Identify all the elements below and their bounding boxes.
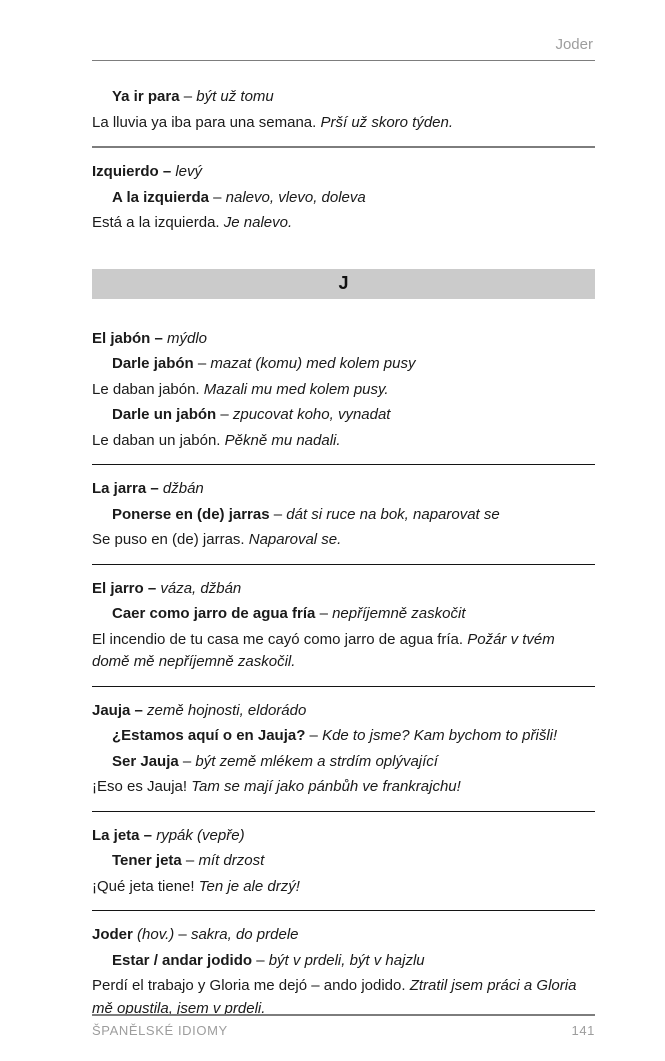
example-line (92, 876, 595, 899)
dictionary-entry (92, 812, 595, 912)
headword-line (92, 161, 595, 184)
text-segment: ¿Estamos aquí o en Jauja? (112, 727, 306, 744)
running-title: Joder (555, 36, 593, 53)
text-segment: Le daban un jabón. (92, 431, 225, 449)
text-segment: být v prdeli, být v hajzlu (268, 951, 425, 969)
dictionary-entry (92, 465, 595, 565)
section-banner-label: J (338, 273, 349, 293)
text-segment: džbán (162, 480, 204, 497)
headword-line (92, 924, 595, 947)
example-line (92, 379, 595, 402)
text-segment: El jabón – (92, 329, 168, 347)
text-segment: země hojnosti, eldorádo (147, 701, 307, 719)
example-line (92, 529, 595, 552)
text-segment: A la izquierda (112, 188, 209, 206)
text-segment: Se puso en (de) jarras. (92, 531, 249, 548)
example-line (92, 776, 595, 799)
text-segment: – (174, 926, 191, 943)
text-segment: Kde to jsme? Kam bychom to přišli! (322, 727, 558, 744)
subentry-line (92, 950, 595, 973)
text-segment: sakra, do prdele (190, 926, 299, 943)
headword-line (92, 578, 595, 601)
text-segment: Je nalevo. (223, 214, 293, 231)
subentry-line (92, 603, 595, 626)
book-title: ŠPANĚLSKÉ IDIOMY (92, 1023, 228, 1038)
text-segment: Mazali mu med kolem pusy. (203, 380, 389, 398)
text-segment: Le daban jabón. (92, 380, 204, 398)
subentry-line (92, 504, 595, 527)
text-segment: Ya ir para (112, 88, 180, 105)
text-segment: Estar / andar jodido (112, 951, 253, 969)
text-segment: Ztratil jsem práci a Gloria mě opustila, jsem v prdeli. (92, 977, 577, 1017)
text-segment: – (269, 505, 287, 523)
dictionary-entry (92, 565, 595, 687)
example-line (92, 212, 595, 235)
text-segment: nalevo, vlevo, doleva (225, 188, 366, 206)
text-segment: – (179, 88, 197, 105)
text-segment: Pěkně mu nadali. (224, 431, 341, 449)
text-segment: La jeta – (92, 826, 157, 844)
text-segment: – (178, 752, 196, 770)
headword-line (92, 328, 595, 351)
example-line (92, 112, 595, 135)
text-segment: Joder (92, 926, 138, 943)
subentry-line (92, 850, 595, 873)
headword-line (92, 700, 595, 723)
text-segment: Tam se mají jako pánbůh ve frankrajchu! (191, 778, 461, 795)
dictionary-entry (92, 148, 595, 247)
text-segment: Izquierdo – (92, 163, 176, 180)
dictionary-entry (92, 687, 595, 812)
page-footer (92, 1014, 595, 1039)
text-segment: El jarro – (92, 579, 161, 597)
text-segment: La jarra – (92, 480, 163, 497)
text-segment: ¡Qué jeta tiene! (92, 877, 199, 895)
text-segment: Caer como jarro de agua fría (112, 605, 316, 622)
text-segment: levý (175, 163, 203, 180)
subentry-line (92, 404, 595, 427)
section-banner (92, 269, 595, 299)
text-segment: (hov.) (137, 926, 175, 943)
headword-line (92, 478, 595, 501)
subentry-line (92, 353, 595, 376)
text-segment: Darle un jabón (112, 406, 217, 423)
text-segment: Požár v tvém domě mě nepříjemně zaskočil. (92, 630, 555, 670)
text-segment: La lluvia ya iba para una semana. (92, 113, 321, 131)
text-segment: mazat (komu) med kolem pusy (210, 355, 416, 372)
text-segment: zpucovat koho, vynadat (232, 406, 391, 423)
dictionary-entry (92, 315, 595, 466)
text-segment: mít drzost (198, 852, 265, 869)
text-segment: Ser Jauja (112, 752, 179, 770)
text-segment: Tener jeta (112, 852, 182, 869)
text-segment: být země mlékem a strdím oplývající (195, 752, 438, 770)
text-segment: Ponerse en (de) jarras (112, 505, 270, 523)
dictionary-entry (92, 61, 595, 148)
subentry-line (92, 751, 595, 774)
page-number: 141 (571, 1023, 595, 1038)
text-segment: – (216, 406, 233, 423)
example-line (92, 629, 595, 674)
subentry-line (92, 187, 595, 210)
text-segment: El incendio de tu casa me cayó como jarro de agua fría. (92, 630, 468, 648)
text-segment: Naparoval se. (248, 531, 342, 548)
subentry-line (92, 86, 595, 109)
text-segment: Perdí el trabajo y Gloria me dejó – ando jodido. (92, 977, 410, 994)
text-segment: Jauja – (92, 701, 148, 719)
text-segment: Darle jabón (112, 355, 194, 372)
text-segment: – (305, 727, 323, 744)
text-segment: – (181, 852, 199, 869)
subentry-line (92, 725, 595, 748)
text-segment: rypák (vepře) (156, 826, 245, 844)
text-segment: – (252, 951, 269, 969)
page-header (92, 0, 595, 61)
text-segment: Ten je ale drzý! (198, 877, 300, 895)
headword-line (92, 825, 595, 848)
text-segment: dát si ruce na bok, naparovat se (286, 505, 500, 523)
text-segment: Está a la izquierda. (92, 214, 224, 231)
example-line (92, 430, 595, 453)
text-segment: mýdlo (167, 329, 208, 347)
text-segment: ¡Eso es Jauja! (92, 778, 192, 795)
text-segment: – (208, 188, 226, 206)
text-segment: Prší už skoro týden. (320, 113, 454, 131)
text-segment: nepříjemně zaskočit (332, 605, 466, 622)
text-segment: váza, džbán (160, 579, 242, 597)
text-segment: být už tomu (196, 88, 274, 105)
dictionary-content (92, 61, 595, 1032)
text-segment: – (193, 355, 211, 372)
text-segment: – (315, 605, 333, 622)
